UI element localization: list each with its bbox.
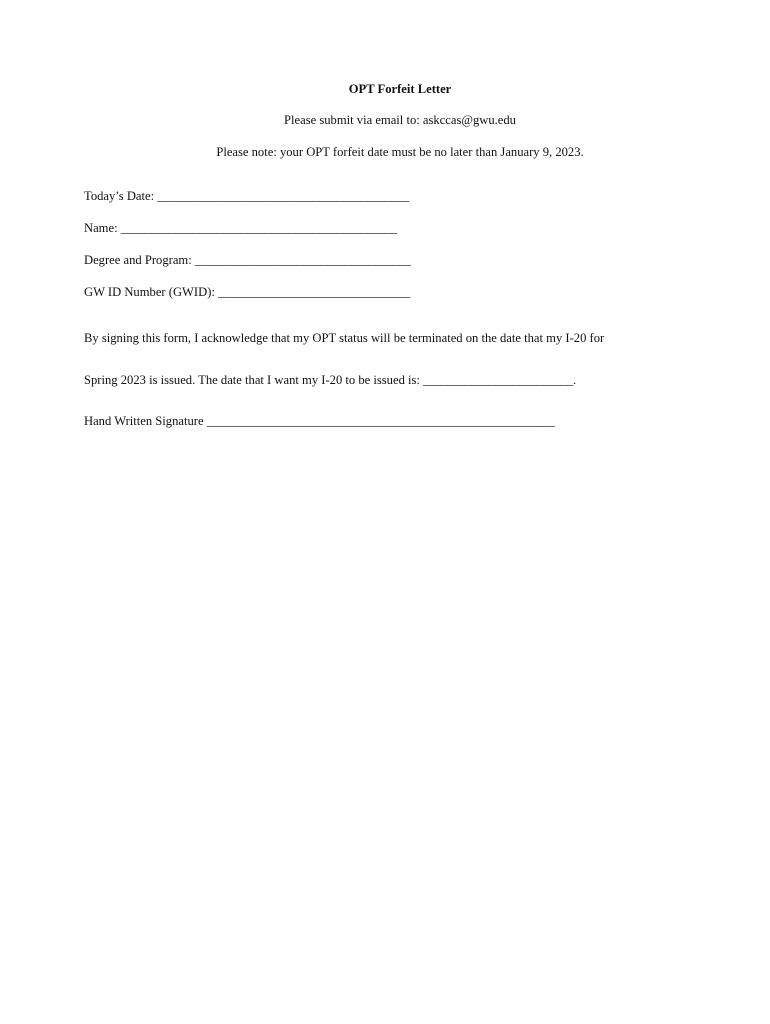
submit-instruction: Please submit via email to: askccas@gwu.edu (284, 113, 516, 127)
degree-program-blank: ____________________________________ (194, 253, 411, 267)
deadline-note: Please note: your OPT forfeit date must be no later than January 9, 2023. (216, 145, 584, 159)
signature-blank: __________________________________________________________ (206, 414, 555, 428)
name-blank: ______________________________________________ (120, 221, 397, 235)
signature-field (84, 413, 555, 429)
name-field (84, 220, 397, 236)
document-title: OPT Forfeit Letter (348, 82, 452, 96)
gwid-field (84, 284, 410, 300)
todays-date-blank: __________________________________________ (157, 189, 410, 203)
gwid-blank: ________________________________ (218, 285, 410, 299)
name-label: Name: (84, 221, 121, 235)
acknowledgement-line-2-period: . (573, 373, 577, 387)
todays-date-field (84, 188, 409, 204)
signature-label: Hand Written Signature (84, 414, 207, 428)
gwid-label: GW ID Number (GWID): (84, 285, 219, 299)
acknowledgement-line-2 (84, 372, 576, 388)
acknowledgement-line-2-text: Spring 2023 is issued. The date that I want my I-20 to be issued is: (84, 373, 424, 387)
degree-program-field (84, 252, 411, 268)
todays-date-label: Today’s Date: (84, 189, 158, 203)
issue-date-blank: _________________________ (423, 373, 573, 387)
degree-program-label: Degree and Program: (84, 253, 195, 267)
acknowledgement-line-1: By signing this form, I acknowledge that my OPT status will be terminated on the date that my I-20 for (84, 331, 605, 345)
